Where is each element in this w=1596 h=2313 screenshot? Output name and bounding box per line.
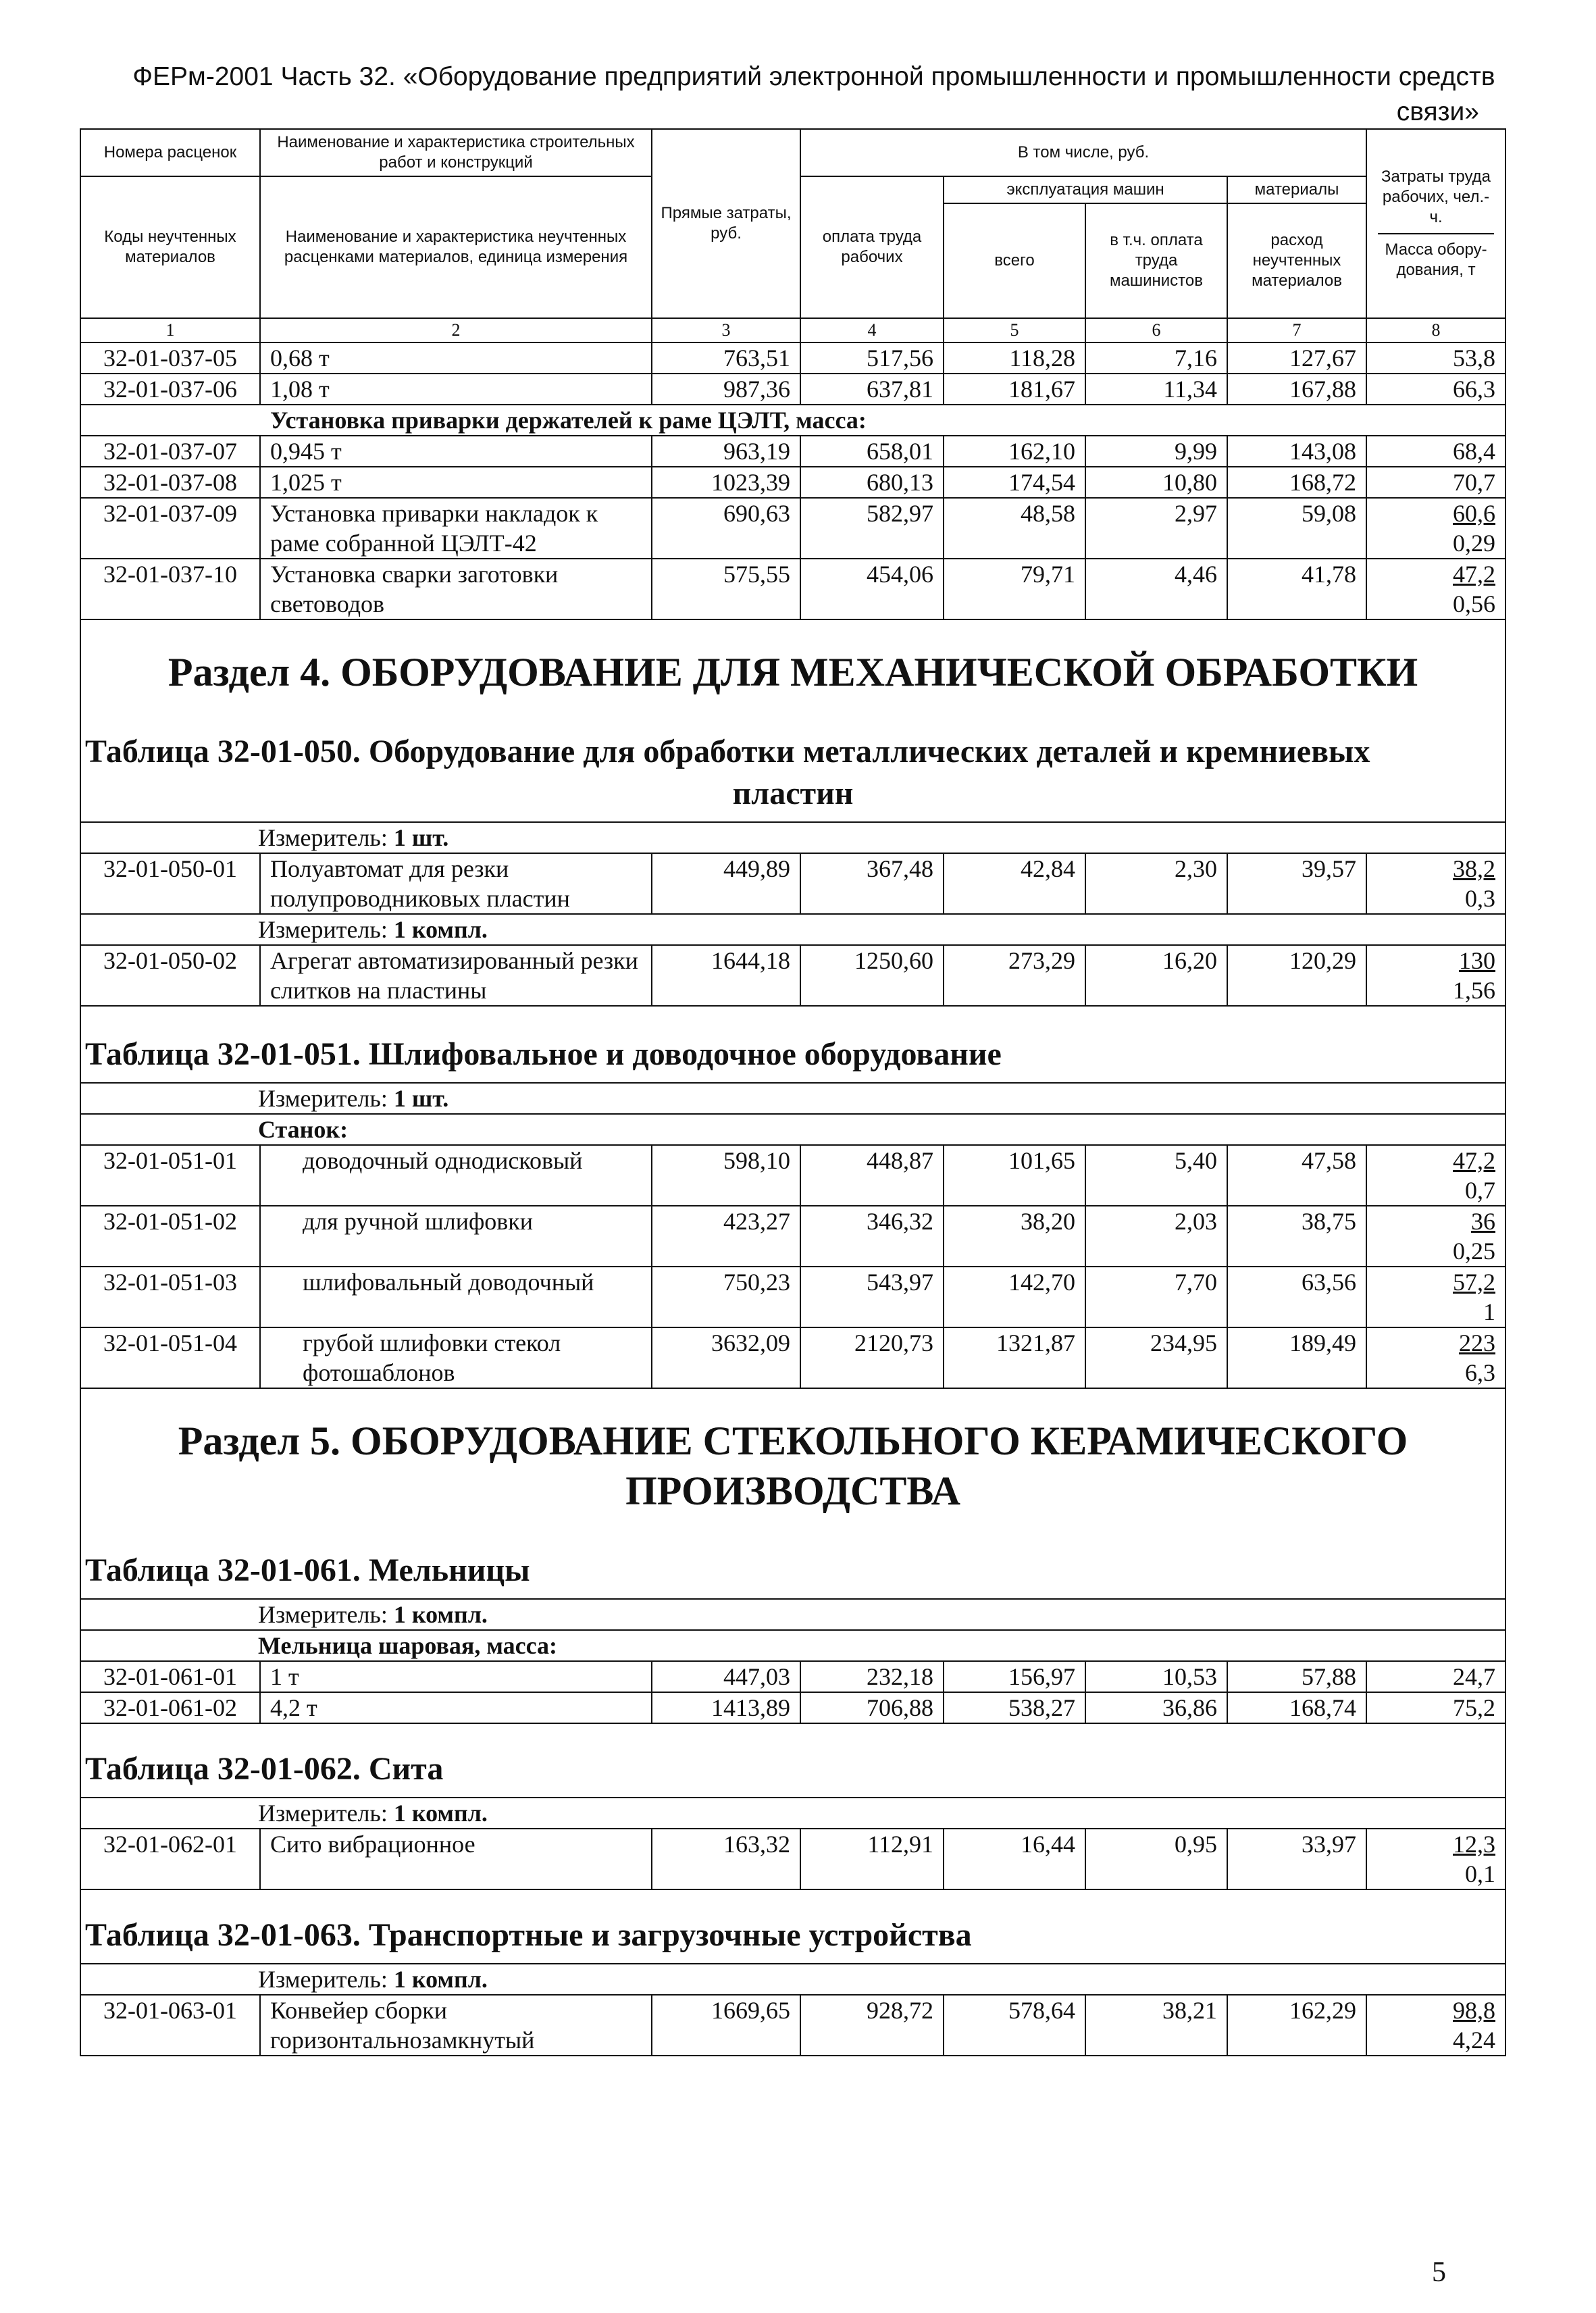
column-numbers-row — [80, 318, 1505, 342]
machinist-pay: 0,95 — [1085, 1829, 1227, 1889]
labor-mass — [1366, 1327, 1505, 1388]
direct-costs: 750,23 — [652, 1267, 800, 1327]
direct-costs: 447,03 — [652, 1661, 800, 1692]
rate-code: 32-01-061-01 — [80, 1661, 260, 1692]
col-header-rate-number: Номера расценок — [80, 129, 260, 176]
work-name: для ручной шлифовки — [260, 1206, 652, 1267]
worker-pay: 543,97 — [800, 1267, 944, 1327]
measure-row — [80, 1599, 1505, 1630]
table-row — [80, 467, 1505, 498]
measure-label: Измеритель: — [258, 824, 388, 851]
measure-value: 1 компл. — [393, 1601, 488, 1628]
work-name: Агрегат автоматизированный резки слитков на пластины — [260, 945, 652, 1006]
header-row-1 — [80, 129, 1505, 176]
worker-pay: 928,72 — [800, 1995, 944, 2056]
measure-value: 1 компл. — [393, 1966, 488, 1993]
equipment-mass: 0,29 — [1453, 530, 1496, 557]
work-name: грубой шлифовки стекол фотошаблонов — [260, 1327, 652, 1388]
col-number: 8 — [1366, 318, 1505, 342]
labor-costs: 130 — [1459, 947, 1496, 974]
materials: 47,58 — [1227, 1145, 1366, 1206]
measure-row — [80, 1964, 1505, 1995]
machinist-pay: 2,97 — [1085, 498, 1227, 559]
measure-row — [80, 1083, 1505, 1114]
table-row — [80, 1145, 1505, 1206]
machines-total: 118,28 — [944, 342, 1085, 374]
labor-costs: 47,2 — [1453, 561, 1496, 588]
measure-value: 1 компл. — [393, 1800, 488, 1827]
col-number: 4 — [800, 318, 944, 342]
worker-pay: 1250,60 — [800, 945, 944, 1006]
table-050-title-line1: Таблица 32-01-050. Оборудование для обработки металлических деталей и кремниевых — [85, 734, 1370, 769]
worker-pay: 112,91 — [800, 1829, 944, 1889]
machinist-pay: 4,46 — [1085, 559, 1227, 619]
equipment-mass: 4,24 — [1453, 2027, 1496, 2054]
machines-total: 174,54 — [944, 467, 1085, 498]
direct-costs: 963,19 — [652, 436, 800, 467]
table-row — [80, 1661, 1505, 1692]
machines-total: 42,84 — [944, 853, 1085, 914]
labor-mass — [1366, 1829, 1505, 1889]
table-062-title: Таблица 32-01-062. Сита — [80, 1723, 1505, 1798]
document-header — [108, 59, 1520, 130]
worker-pay: 637,81 — [800, 374, 944, 405]
table-063-title-row — [80, 1889, 1505, 1964]
labor-costs: 47,2 — [1453, 1147, 1496, 1174]
labor-costs: 38,2 — [1453, 855, 1496, 882]
col-header-labor-mass — [1366, 129, 1505, 318]
rate-code: 32-01-050-02 — [80, 945, 260, 1006]
header-line-1: ФЕРм-2001 Часть 32. «Оборудование предприятий электронной промышленности и промышленности средств — [132, 62, 1495, 91]
measure-value: 1 шт. — [393, 1085, 449, 1112]
materials: 39,57 — [1227, 853, 1366, 914]
worker-pay: 454,06 — [800, 559, 944, 619]
table-062-title-row — [80, 1723, 1505, 1798]
machinist-pay: 16,20 — [1085, 945, 1227, 1006]
measure-value: 1 компл. — [393, 916, 488, 943]
measure-row — [80, 1798, 1505, 1829]
col-header-materials: материалы — [1227, 176, 1366, 203]
group-subtitle: Станок: — [80, 1114, 1505, 1145]
direct-costs: 1023,39 — [652, 467, 800, 498]
materials: 167,88 — [1227, 374, 1366, 405]
materials: 168,74 — [1227, 1692, 1366, 1723]
machines-total: 273,29 — [944, 945, 1085, 1006]
machines-total: 1321,87 — [944, 1327, 1085, 1388]
subtitle-row — [80, 405, 1505, 436]
equipment-mass: 1,56 — [1453, 977, 1496, 1004]
table-061-title: Таблица 32-01-061. Мельницы — [80, 1536, 1505, 1599]
measure-label: Измеритель: — [258, 1800, 388, 1827]
measure-label: Измеритель: — [258, 1601, 388, 1628]
rate-code: 32-01-037-06 — [80, 374, 260, 405]
work-name: 0,68 т — [260, 342, 652, 374]
direct-costs: 1413,89 — [652, 1692, 800, 1723]
col-header-machines-total: всего — [944, 203, 1085, 318]
table-050-title-line2: пластин — [732, 776, 854, 811]
section-5-row — [80, 1388, 1505, 1536]
worker-pay: 2120,73 — [800, 1327, 944, 1388]
labor-mass — [1366, 498, 1505, 559]
labor-mass — [1366, 1995, 1505, 2056]
equipment-mass: 1 — [1483, 1298, 1496, 1325]
equipment-mass: 0,3 — [1465, 885, 1496, 912]
table-row — [80, 1267, 1505, 1327]
machinist-pay: 9,99 — [1085, 436, 1227, 467]
labor-costs: 53,8 — [1366, 342, 1505, 374]
col-header-labor: Затраты труда рабочих, чел.-ч. — [1378, 167, 1494, 234]
machinist-pay: 5,40 — [1085, 1145, 1227, 1206]
materials: 162,29 — [1227, 1995, 1366, 2056]
measure-row — [80, 822, 1505, 853]
materials: 168,72 — [1227, 467, 1366, 498]
work-name: 1 т — [260, 1661, 652, 1692]
measure-unit — [80, 1599, 1505, 1630]
direct-costs: 423,27 — [652, 1206, 800, 1267]
col-header-machines: эксплуатация машин — [944, 176, 1227, 203]
rate-code: 32-01-051-02 — [80, 1206, 260, 1267]
col-header-machinist-pay: в т.ч. оплата труда машинистов — [1085, 203, 1227, 318]
col-header-work-name: Наименование и характеристика строительных работ и конструкций — [260, 129, 652, 176]
machinist-pay: 36,86 — [1085, 1692, 1227, 1723]
measure-row — [80, 914, 1505, 945]
work-name: Полуавтомат для резки полупроводниковых пластин — [260, 853, 652, 914]
machines-total: 79,71 — [944, 559, 1085, 619]
worker-pay: 232,18 — [800, 1661, 944, 1692]
group-subtitle: Установка приварки держателей к раме ЦЭЛТ, масса: — [80, 405, 1505, 436]
worker-pay: 448,87 — [800, 1145, 944, 1206]
col-number: 7 — [1227, 318, 1366, 342]
direct-costs: 1669,65 — [652, 1995, 800, 2056]
machinist-pay: 2,03 — [1085, 1206, 1227, 1267]
labor-costs: 57,2 — [1453, 1269, 1496, 1296]
col-header-material-consumption: расход неучтенных материалов — [1227, 203, 1366, 318]
labor-costs: 12,3 — [1453, 1831, 1496, 1858]
table-051-title-row — [80, 1006, 1505, 1083]
materials: 127,67 — [1227, 342, 1366, 374]
col-number: 2 — [260, 318, 652, 342]
page-number: 5 — [1432, 2257, 1446, 2288]
work-name: 1,08 т — [260, 374, 652, 405]
section-4-title: Раздел 4. ОБОРУДОВАНИЕ ДЛЯ МЕХАНИЧЕСКОЙ ОБРАБОТКИ — [80, 619, 1505, 717]
machines-total: 181,67 — [944, 374, 1085, 405]
equipment-mass: 0,25 — [1453, 1238, 1496, 1265]
machinist-pay: 7,16 — [1085, 342, 1227, 374]
machinist-pay: 11,34 — [1085, 374, 1227, 405]
materials: 33,97 — [1227, 1829, 1366, 1889]
labor-costs: 223 — [1459, 1329, 1496, 1356]
equipment-mass: 0,7 — [1465, 1177, 1496, 1204]
rate-code: 32-01-037-05 — [80, 342, 260, 374]
table-row — [80, 1692, 1505, 1723]
worker-pay: 658,01 — [800, 436, 944, 467]
labor-costs: 70,7 — [1366, 467, 1505, 498]
labor-costs: 68,4 — [1366, 436, 1505, 467]
table-row — [80, 1829, 1505, 1889]
work-name: 1,025 т — [260, 467, 652, 498]
machinist-pay: 7,70 — [1085, 1267, 1227, 1327]
worker-pay: 367,48 — [800, 853, 944, 914]
materials: 41,78 — [1227, 559, 1366, 619]
materials: 189,49 — [1227, 1327, 1366, 1388]
table-row — [80, 342, 1505, 374]
measure-unit — [80, 1083, 1505, 1114]
measure-unit — [80, 1798, 1505, 1829]
rate-code: 32-01-037-10 — [80, 559, 260, 619]
rate-code: 32-01-061-02 — [80, 1692, 260, 1723]
col-header-direct-costs: Прямые затраты, руб. — [652, 129, 800, 318]
labor-costs: 66,3 — [1366, 374, 1505, 405]
materials: 143,08 — [1227, 436, 1366, 467]
worker-pay: 706,88 — [800, 1692, 944, 1723]
materials: 120,29 — [1227, 945, 1366, 1006]
rate-code: 32-01-037-07 — [80, 436, 260, 467]
section-5-title: Раздел 5. ОБОРУДОВАНИЕ СТЕКОЛЬНОГО КЕРАМИЧЕСКОГО ПРОИЗВОДСТВА — [80, 1388, 1505, 1536]
direct-costs: 1644,18 — [652, 945, 800, 1006]
table-row — [80, 945, 1505, 1006]
table-row — [80, 853, 1505, 914]
direct-costs: 690,63 — [652, 498, 800, 559]
rate-code: 32-01-063-01 — [80, 1995, 260, 2056]
measure-unit — [80, 1964, 1505, 1995]
table-050-title — [80, 717, 1505, 822]
rate-code: 32-01-050-01 — [80, 853, 260, 914]
rate-code: 32-01-051-03 — [80, 1267, 260, 1327]
machines-total: 101,65 — [944, 1145, 1085, 1206]
header-line-2: связи» — [1396, 97, 1479, 126]
equipment-mass: 6,3 — [1465, 1359, 1496, 1386]
work-name: 0,945 т — [260, 436, 652, 467]
table-061-title-row — [80, 1536, 1505, 1599]
labor-costs: 36 — [1471, 1208, 1496, 1235]
table-row — [80, 1327, 1505, 1388]
measure-label: Измеритель: — [258, 916, 388, 943]
machines-total: 162,10 — [944, 436, 1085, 467]
machines-total: 142,70 — [944, 1267, 1085, 1327]
subtitle-row — [80, 1630, 1505, 1661]
worker-pay: 680,13 — [800, 467, 944, 498]
table-row — [80, 498, 1505, 559]
machines-total: 578,64 — [944, 1995, 1085, 2056]
labor-mass — [1366, 559, 1505, 619]
equipment-mass: 0,56 — [1453, 590, 1496, 617]
col-number: 3 — [652, 318, 800, 342]
col-header-group-including: В том числе, руб. — [800, 129, 1366, 176]
materials: 38,75 — [1227, 1206, 1366, 1267]
measure-label: Измеритель: — [258, 1085, 388, 1112]
labor-mass — [1366, 1206, 1505, 1267]
machinist-pay: 10,80 — [1085, 467, 1227, 498]
direct-costs: 598,10 — [652, 1145, 800, 1206]
labor-mass — [1366, 945, 1505, 1006]
machinist-pay: 2,30 — [1085, 853, 1227, 914]
measure-unit — [80, 822, 1505, 853]
work-name: 4,2 т — [260, 1692, 652, 1723]
materials: 57,88 — [1227, 1661, 1366, 1692]
table-row — [80, 1995, 1505, 2056]
work-name: Установка сварки заготовки световодов — [260, 559, 652, 619]
machines-total: 16,44 — [944, 1829, 1085, 1889]
labor-costs: 75,2 — [1366, 1692, 1505, 1723]
measure-unit — [80, 914, 1505, 945]
group-subtitle: Мельница шаровая, масса: — [80, 1630, 1505, 1661]
col-number: 1 — [80, 318, 260, 342]
col-number: 5 — [944, 318, 1085, 342]
measure-value: 1 шт. — [393, 824, 449, 851]
table-063-title: Таблица 32-01-063. Транспортные и загрузочные устройства — [80, 1889, 1505, 1964]
table-row — [80, 1206, 1505, 1267]
labor-mass — [1366, 1267, 1505, 1327]
machines-total: 38,20 — [944, 1206, 1085, 1267]
labor-mass — [1366, 1145, 1505, 1206]
col-header-material-codes: Коды неучтенных материалов — [80, 176, 260, 318]
rates-table — [80, 128, 1506, 2056]
machinist-pay: 234,95 — [1085, 1327, 1227, 1388]
table-row — [80, 374, 1505, 405]
direct-costs: 987,36 — [652, 374, 800, 405]
work-name: шлифовальный доводочный — [260, 1267, 652, 1327]
equipment-mass: 0,1 — [1465, 1860, 1496, 1887]
direct-costs: 575,55 — [652, 559, 800, 619]
section-4-row — [80, 619, 1505, 717]
rate-code: 32-01-037-08 — [80, 467, 260, 498]
table-051-title: Таблица 32-01-051. Шлифовальное и доводочное оборудование — [80, 1006, 1505, 1083]
labor-costs: 98,8 — [1453, 1997, 1496, 2024]
subtitle-row — [80, 1114, 1505, 1145]
work-name: доводочный однодисковый — [260, 1145, 652, 1206]
document-table-frame — [80, 128, 1505, 2056]
measure-label: Измеритель: — [258, 1966, 388, 1993]
col-header-mass: Масса обору-дования, т — [1385, 240, 1487, 279]
labor-mass — [1366, 853, 1505, 914]
worker-pay: 517,56 — [800, 342, 944, 374]
labor-costs: 60,6 — [1453, 500, 1496, 527]
materials: 59,08 — [1227, 498, 1366, 559]
table-050-title-row — [80, 717, 1505, 822]
col-header-worker-pay: оплата труда рабочих — [800, 176, 944, 318]
machines-total: 156,97 — [944, 1661, 1085, 1692]
machinist-pay: 38,21 — [1085, 1995, 1227, 2056]
materials: 63,56 — [1227, 1267, 1366, 1327]
machinist-pay: 10,53 — [1085, 1661, 1227, 1692]
rate-code: 32-01-051-04 — [80, 1327, 260, 1388]
direct-costs: 449,89 — [652, 853, 800, 914]
direct-costs: 763,51 — [652, 342, 800, 374]
rate-code: 32-01-037-09 — [80, 498, 260, 559]
rate-code: 32-01-062-01 — [80, 1829, 260, 1889]
direct-costs: 163,32 — [652, 1829, 800, 1889]
table-row — [80, 436, 1505, 467]
labor-costs: 24,7 — [1366, 1661, 1505, 1692]
work-name: Установка приварки накладок к раме собранной ЦЭЛТ-42 — [260, 498, 652, 559]
table-row — [80, 559, 1505, 619]
machines-total: 538,27 — [944, 1692, 1085, 1723]
worker-pay: 582,97 — [800, 498, 944, 559]
worker-pay: 346,32 — [800, 1206, 944, 1267]
direct-costs: 3632,09 — [652, 1327, 800, 1388]
work-name: Конвейер сборки горизонтальнозамкнутый — [260, 1995, 652, 2056]
work-name: Сито вибрационное — [260, 1829, 652, 1889]
machines-total: 48,58 — [944, 498, 1085, 559]
rate-code: 32-01-051-01 — [80, 1145, 260, 1206]
col-header-material-names: Наименование и характеристика неучтенных расценками материалов, единица измерения — [260, 176, 652, 318]
col-number: 6 — [1085, 318, 1227, 342]
